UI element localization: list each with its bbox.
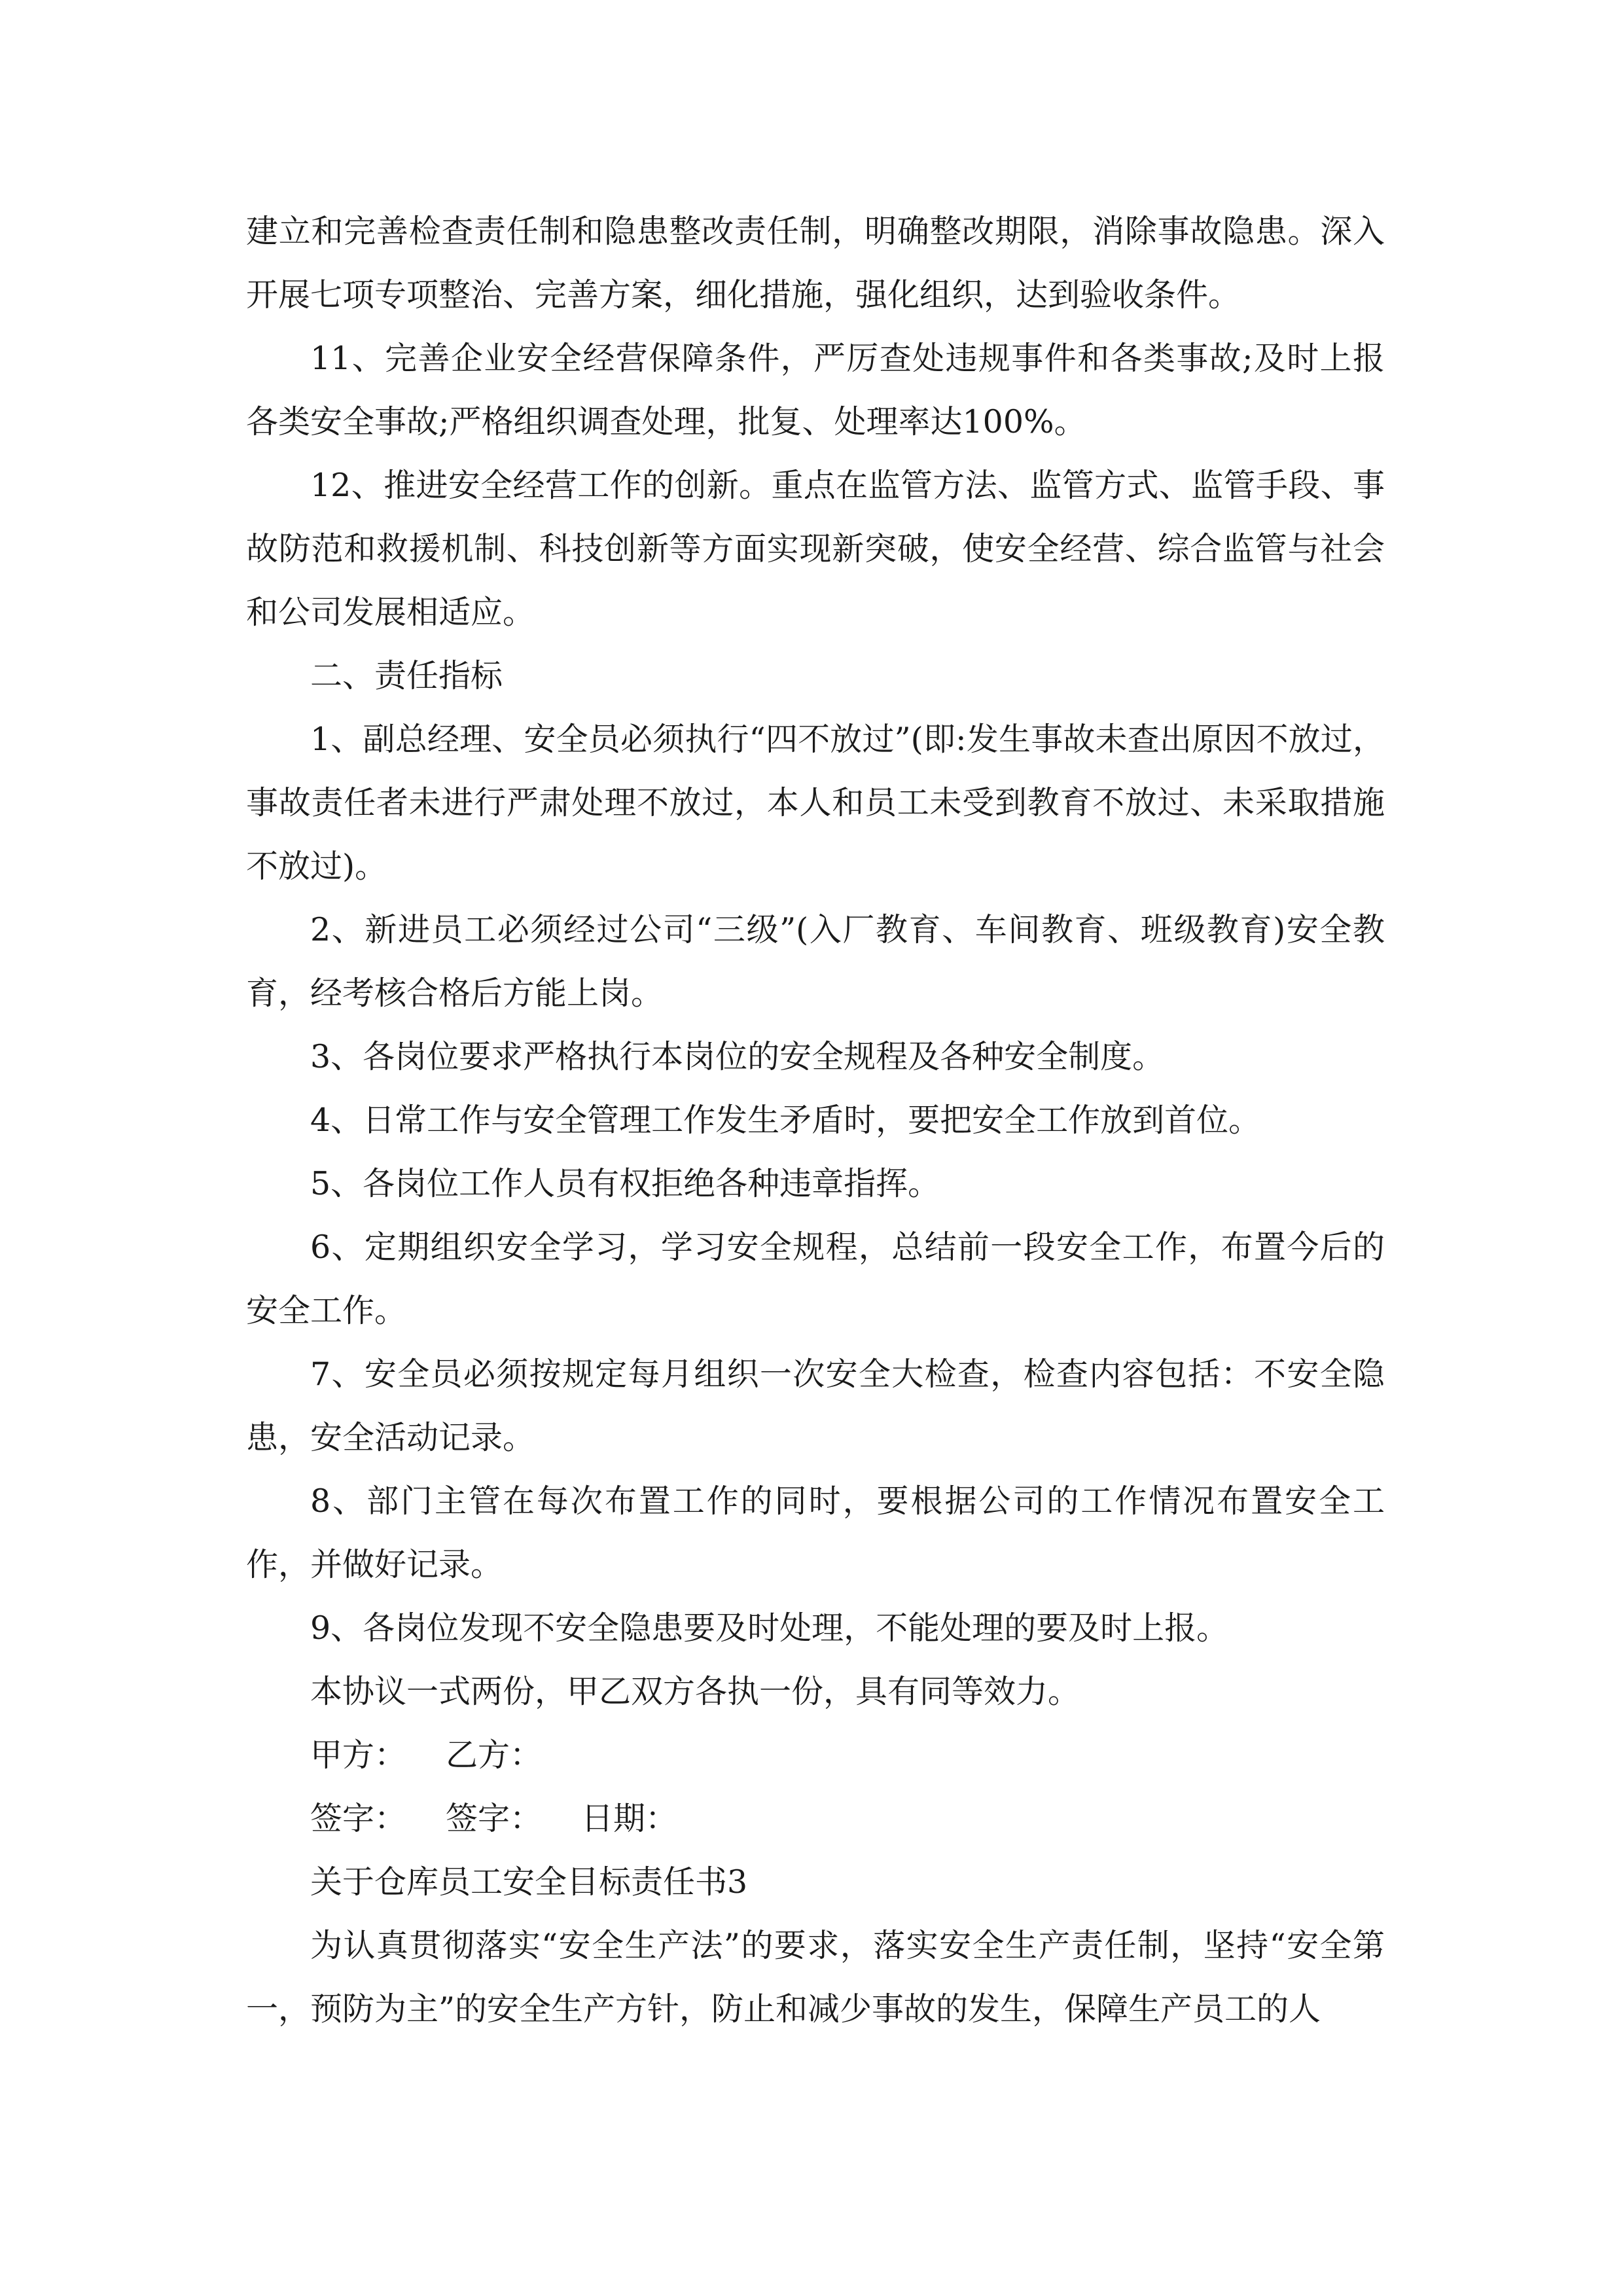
date-label: 日期： [581, 1800, 678, 1837]
party-line [246, 1723, 1385, 1787]
sign-b-label: 签字： [446, 1800, 543, 1837]
signature-line [246, 1787, 1385, 1850]
paragraph: 3、各岗位要求严格执行本岗位的安全规程及各种安全制度。 [310, 1038, 1165, 1075]
paragraph: 9、各岗位发现不安全隐患要及时处理，不能处理的要及时上报。 [310, 1609, 1229, 1647]
document-body [246, 200, 1385, 2041]
paragraph: 4、日常工作与安全管理工作发生矛盾时，要把安全工作放到首位。 [310, 1102, 1261, 1139]
paragraph: 8、部门主管在每次布置工作的同时，要根据公司的工作情况布置安全工作，并做好记录。 [246, 1482, 1385, 1583]
paragraph: 6、定期组织安全学习，学习安全规程，总结前一段安全工作，布置今后的安全工作。 [246, 1229, 1385, 1329]
section-heading: 二、责任指标 [310, 657, 503, 694]
sign-a-label: 签字： [310, 1800, 407, 1837]
party-a-label: 甲方： [310, 1736, 407, 1774]
paragraph: 7、安全员必须按规定每月组织一次安全大检查，检查内容包括：不安全隐患，安全活动记录。 [246, 1355, 1385, 1456]
party-b-label: 乙方： [446, 1736, 543, 1774]
paragraph: 为认真贯彻落实“安全生产法”的要求，落实安全生产责任制，坚持“安全第一，预防为主”的安全生产方针，防止和减少事故的发生，保障生产员工的人 [246, 1927, 1385, 2028]
paragraph: 建立和完善检查责任制和隐患整改责任制，明确整改期限，消除事故隐患。深入开展七项专项整治、完善方案，细化措施，强化组织，达到验收条件。 [246, 213, 1385, 314]
paragraph: 1、副总经理、安全员必须执行“四不放过”(即:发生事故未查出原因不放过，事故责任者未进行严肃处理不放过，本人和员工未受到教育不放过、未采取措施不放过)。 [246, 721, 1385, 885]
document-title: 关于仓库员工安全目标责任书3 [310, 1863, 748, 1901]
agreement-statement: 本协议一式两份，甲乙双方各执一份，具有同等效力。 [310, 1673, 1080, 1710]
paragraph: 5、各岗位工作人员有权拒绝各种违章指挥。 [310, 1165, 940, 1202]
paragraph: 2、新进员工必须经过公司“三级”(入厂教育、车间教育、班级教育)安全教育，经考核合格后方能上岗。 [246, 911, 1385, 1012]
paragraph: 12、推进安全经营工作的创新。重点在监管方法、监管方式、监管手段、事故防范和救援机制、科技创新等方面实现新突破，使安全经营、综合监管与社会和公司发展相适应。 [246, 467, 1385, 631]
paragraph: 11、完善企业安全经营保障条件，严厉查处违规事件和各类事故;及时上报各类安全事故;严格组织调查处理，批复、处理率达100%。 [246, 340, 1385, 440]
